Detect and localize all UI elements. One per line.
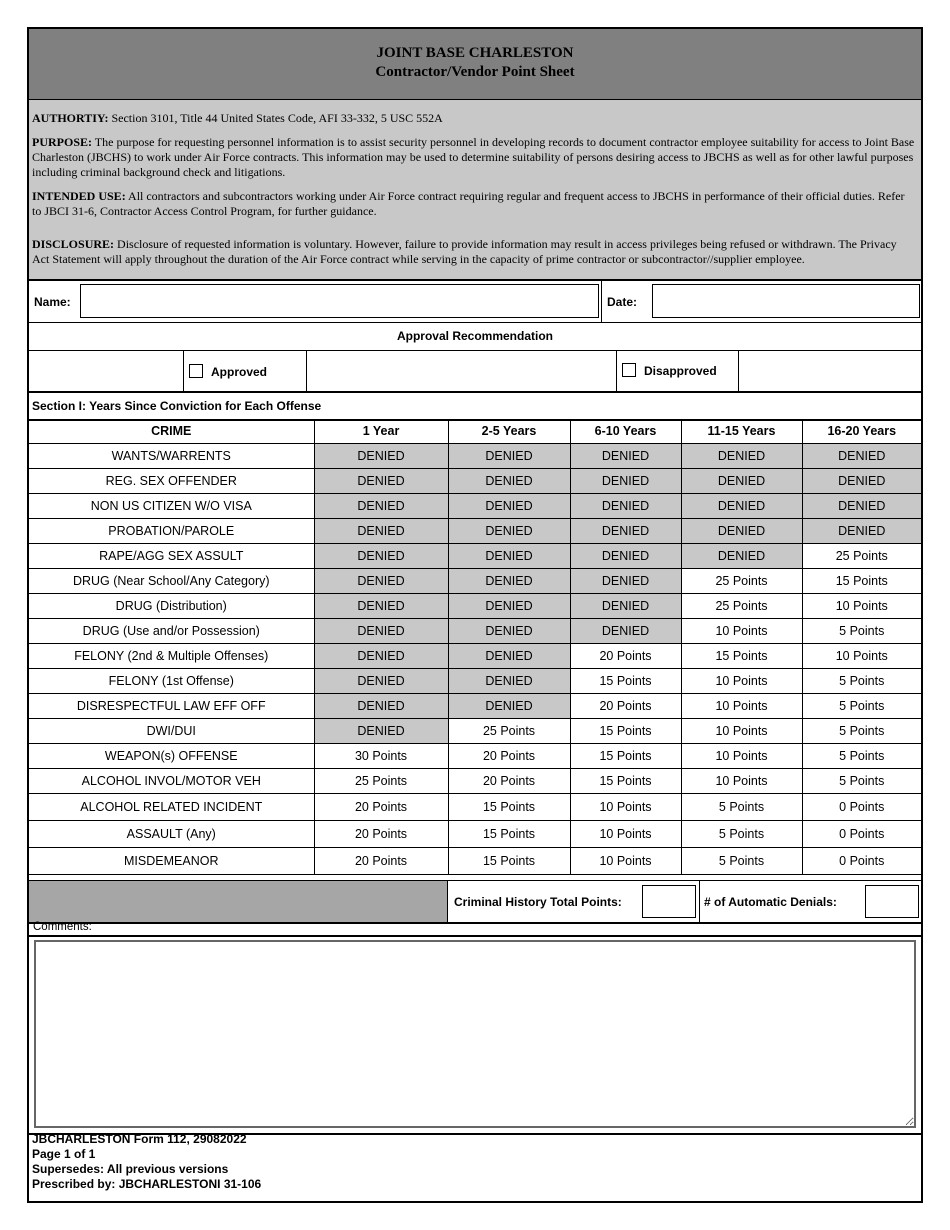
penalty-cell: 15 Points <box>570 744 681 769</box>
crime-cell: DWI/DUI <box>29 719 314 744</box>
crime-cell: ALCOHOL RELATED INCIDENT <box>29 794 314 821</box>
form-subtitle: Contractor/Vendor Point Sheet <box>375 64 575 80</box>
column-header: 6-10 Years <box>570 419 681 444</box>
criminal-history-total-input[interactable] <box>643 886 695 917</box>
divider <box>601 281 602 322</box>
crime-cell: FELONY (1st Offense) <box>29 669 314 694</box>
penalty-cell: 5 Points <box>681 821 802 848</box>
penalty-cell: DENIED <box>570 619 681 644</box>
crime-cell: ALCOHOL INVOL/MOTOR VEH <box>29 769 314 794</box>
penalty-cell: DENIED <box>314 719 448 744</box>
crime-cell: NON US CITIZEN W/O VISA <box>29 494 314 519</box>
penalty-cell: DENIED <box>802 469 921 494</box>
table-row <box>29 494 921 519</box>
penalty-cell: DENIED <box>314 619 448 644</box>
disapproved-checkbox[interactable] <box>622 363 636 377</box>
crime-cell: WANTS/WARRENTS <box>29 444 314 469</box>
penalty-cell: DENIED <box>314 594 448 619</box>
penalty-cell: 25 Points <box>681 569 802 594</box>
intended-use-label: INTENDED USE: <box>32 189 126 203</box>
penalty-cell: 15 Points <box>570 669 681 694</box>
penalty-cell: 0 Points <box>802 848 921 875</box>
crime-cell: MISDEMEANOR <box>29 848 314 875</box>
penalty-cell: 5 Points <box>681 794 802 821</box>
purpose-label: PURPOSE: <box>32 135 92 149</box>
penalty-cell: 5 Points <box>802 669 921 694</box>
penalty-cell: 15 Points <box>448 821 570 848</box>
penalty-cell: DENIED <box>448 694 570 719</box>
offense-table-body <box>29 444 921 875</box>
automatic-denials-field[interactable] <box>865 885 919 918</box>
purpose-text: The purpose for requesting personnel information is to assist security personnel in developing records to document contractor employee suitability for access to Joint Base Charleston (JBCHS) to work under Air Force contracts. This information may be used to determine suitability of persons desiring access to JBCHS as well as for other lawful purposes including criminal background check and litigations. <box>32 135 915 179</box>
authority-paragraph <box>32 111 915 126</box>
comments-field[interactable] <box>34 940 916 1128</box>
divider <box>699 881 700 922</box>
penalty-cell: 20 Points <box>570 694 681 719</box>
table-row <box>29 719 921 744</box>
table-row <box>29 619 921 644</box>
penalty-cell: 20 Points <box>314 821 448 848</box>
prescribed-by: Prescribed by: JBCHARLESTONI 31-106 <box>32 1177 262 1191</box>
penalty-cell: 10 Points <box>681 719 802 744</box>
table-row <box>29 848 921 875</box>
penalty-cell: DENIED <box>570 469 681 494</box>
name-date-row <box>29 281 921 323</box>
penalty-cell: DENIED <box>314 669 448 694</box>
penalty-cell: DENIED <box>802 494 921 519</box>
intended-use-text: All contractors and subcontractors working under Air Force contract requiring regular and frequent access to JBCHS in performance of their official duties. Refer to JBCI 31-6, Contractor Access Control Program, for further guidance. <box>32 189 905 218</box>
authority-text: Section 3101, Title 44 United States Code, AFI 33-332, 5 USC 552A <box>108 111 443 125</box>
penalty-cell: 5 Points <box>681 848 802 875</box>
divider <box>616 351 617 391</box>
purpose-paragraph <box>32 135 915 180</box>
penalty-cell: 20 Points <box>448 744 570 769</box>
penalty-cell: DENIED <box>448 619 570 644</box>
criminal-history-total-field[interactable] <box>642 885 696 918</box>
penalty-cell: 10 Points <box>802 594 921 619</box>
table-row <box>29 594 921 619</box>
penalty-cell: DENIED <box>314 644 448 669</box>
penalty-cell: DENIED <box>448 544 570 569</box>
column-header: CRIME <box>29 419 314 444</box>
penalty-cell: DENIED <box>314 444 448 469</box>
table-row <box>29 794 921 821</box>
table-row <box>29 444 921 469</box>
crime-cell: PROBATION/PAROLE <box>29 519 314 544</box>
disclosure-paragraph <box>32 237 915 267</box>
table-row <box>29 694 921 719</box>
penalty-cell: 5 Points <box>802 694 921 719</box>
penalty-cell: 20 Points <box>448 769 570 794</box>
penalty-cell: 25 Points <box>448 719 570 744</box>
penalty-cell: DENIED <box>570 594 681 619</box>
name-field[interactable] <box>80 284 599 318</box>
form-title: JOINT BASE CHARLESTON <box>376 45 574 61</box>
penalty-cell: DENIED <box>448 469 570 494</box>
penalty-cell: DENIED <box>681 444 802 469</box>
table-row <box>29 669 921 694</box>
crime-cell: RAPE/AGG SEX ASSULT <box>29 544 314 569</box>
crime-cell: FELONY (2nd & Multiple Offenses) <box>29 644 314 669</box>
divider <box>306 351 307 391</box>
penalty-cell: DENIED <box>314 544 448 569</box>
penalty-cell: DENIED <box>570 544 681 569</box>
divider <box>738 351 739 391</box>
penalty-cell: DENIED <box>570 519 681 544</box>
penalty-cell: DENIED <box>681 519 802 544</box>
penalty-cell: DENIED <box>314 569 448 594</box>
penalty-cell: DENIED <box>681 494 802 519</box>
approval-heading-row <box>29 323 921 351</box>
penalty-cell: 10 Points <box>681 619 802 644</box>
table-row <box>29 519 921 544</box>
penalty-cell: 15 Points <box>448 848 570 875</box>
table-row <box>29 544 921 569</box>
penalty-cell: DENIED <box>314 694 448 719</box>
penalty-cell: 15 Points <box>570 769 681 794</box>
penalty-cell: 15 Points <box>448 794 570 821</box>
penalty-cell: 15 Points <box>570 719 681 744</box>
penalty-cell: DENIED <box>448 644 570 669</box>
automatic-denials-input[interactable] <box>866 886 918 917</box>
penalty-cell: 5 Points <box>802 619 921 644</box>
penalty-cell: 10 Points <box>681 694 802 719</box>
penalty-cell: 15 Points <box>681 644 802 669</box>
crime-cell: DRUG (Distribution) <box>29 594 314 619</box>
penalty-cell: 15 Points <box>802 569 921 594</box>
penalty-cell: 5 Points <box>802 769 921 794</box>
crime-cell: REG. SEX OFFENDER <box>29 469 314 494</box>
penalty-cell: 30 Points <box>314 744 448 769</box>
name-label: Name: <box>34 295 71 309</box>
approved-label: Approved <box>211 365 268 379</box>
column-header: 1 Year <box>314 419 448 444</box>
penalty-cell: 10 Points <box>570 821 681 848</box>
penalty-cell: DENIED <box>448 519 570 544</box>
column-header: 16-20 Years <box>802 419 921 444</box>
criminal-history-total-label: Criminal History Total Points: <box>454 895 622 909</box>
approval-row <box>29 351 921 393</box>
penalty-cell: 10 Points <box>681 669 802 694</box>
penalty-cell: 5 Points <box>802 744 921 769</box>
penalty-cell: 0 Points <box>802 794 921 821</box>
automatic-denials-label: # of Automatic Denials: <box>704 895 837 909</box>
authority-label: AUTHORTIY: <box>32 111 109 125</box>
penalty-cell: 20 Points <box>314 848 448 875</box>
table-row <box>29 821 921 848</box>
disapproved-label: Disapproved <box>644 364 717 378</box>
table-row <box>29 569 921 594</box>
penalty-cell: DENIED <box>570 569 681 594</box>
name-input[interactable] <box>81 285 598 317</box>
table-row <box>29 644 921 669</box>
date-input[interactable] <box>653 285 919 317</box>
penalty-cell: 10 Points <box>681 769 802 794</box>
column-header: 2-5 Years <box>448 419 570 444</box>
column-header: 11-15 Years <box>681 419 802 444</box>
penalty-cell: DENIED <box>448 569 570 594</box>
crime-cell: DRUG (Near School/Any Category) <box>29 569 314 594</box>
form-header <box>29 29 921 100</box>
divider <box>183 351 184 391</box>
penalty-cell: 25 Points <box>314 769 448 794</box>
section-1-title-row <box>29 393 921 421</box>
penalty-cell: 20 Points <box>570 644 681 669</box>
penalty-cell: 10 Points <box>802 644 921 669</box>
penalty-cell: DENIED <box>314 494 448 519</box>
penalty-cell: DENIED <box>448 594 570 619</box>
penalty-cell: DENIED <box>448 444 570 469</box>
offense-table <box>29 419 921 875</box>
penalty-cell: DENIED <box>802 444 921 469</box>
totals-row <box>29 880 921 924</box>
penalty-cell: 25 Points <box>681 594 802 619</box>
intended-use-paragraph <box>32 189 915 219</box>
penalty-cell: 25 Points <box>802 544 921 569</box>
penalty-cell: DENIED <box>681 469 802 494</box>
penalty-cell: 10 Points <box>570 794 681 821</box>
approved-checkbox[interactable] <box>189 364 203 378</box>
form-id: JBCHARLESTON Form 112, 29082022 <box>32 1132 247 1146</box>
comments-label: Comments: <box>33 921 92 933</box>
table-row <box>29 469 921 494</box>
point-sheet-form <box>27 27 923 1203</box>
penalty-cell: DENIED <box>314 519 448 544</box>
penalty-cell: DENIED <box>314 469 448 494</box>
crime-cell: DRUG (Use and/or Possession) <box>29 619 314 644</box>
penalty-cell: DENIED <box>681 544 802 569</box>
disclosure-label: DISCLOSURE: <box>32 237 115 251</box>
form-footer <box>32 1132 261 1192</box>
penalty-cell: DENIED <box>448 669 570 694</box>
comments-textarea[interactable] <box>36 942 914 1126</box>
penalty-cell: DENIED <box>570 494 681 519</box>
penalty-cell: DENIED <box>448 494 570 519</box>
penalty-cell: 0 Points <box>802 821 921 848</box>
date-label: Date: <box>607 295 638 309</box>
penalty-cell: 10 Points <box>681 744 802 769</box>
crime-cell: WEAPON(s) OFFENSE <box>29 744 314 769</box>
penalty-cell: DENIED <box>802 519 921 544</box>
table-row <box>29 744 921 769</box>
comments-section <box>29 935 921 1135</box>
page-number: Page 1 of 1 <box>32 1147 96 1161</box>
penalty-cell: 5 Points <box>802 719 921 744</box>
crime-cell: ASSAULT (Any) <box>29 821 314 848</box>
date-field[interactable] <box>652 284 920 318</box>
privacy-act-statement <box>29 100 921 281</box>
penalty-cell: 20 Points <box>314 794 448 821</box>
table-header-row <box>29 419 921 444</box>
approval-heading: Approval Recommendation <box>396 329 554 343</box>
crime-cell: DISRESPECTFUL LAW EFF OFF <box>29 694 314 719</box>
penalty-cell: DENIED <box>570 444 681 469</box>
disclosure-text: Disclosure of requested information is voluntary. However, failure to provide information may result in access privileges being refused or withdrawn. The Privacy Act Statement will apply throughout the duration of the Air Force contract while serving in the capacity of prime contractor or subcontractor//supplier employee. <box>32 237 897 266</box>
totals-shaded-area <box>29 881 448 922</box>
section-1-title: Section I: Years Since Conviction for Each Offense <box>32 399 322 413</box>
table-row <box>29 769 921 794</box>
supersedes-note: Supersedes: All previous versions <box>32 1162 229 1176</box>
penalty-cell: 10 Points <box>570 848 681 875</box>
